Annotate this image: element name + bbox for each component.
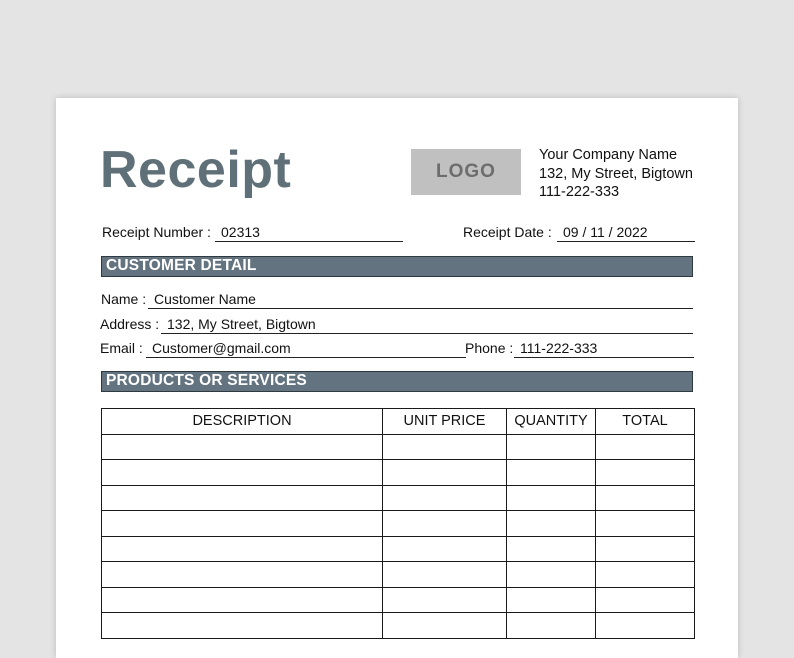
logo-placeholder	[411, 149, 521, 195]
customer-name-value[interactable]: Customer Name	[148, 290, 693, 309]
total-cell[interactable]	[596, 613, 695, 639]
column-header-description: DESCRIPTION	[102, 409, 383, 435]
quantity-cell[interactable]	[507, 562, 596, 588]
receipt-number-value[interactable]: 02313	[215, 223, 403, 242]
unit-price-cell[interactable]	[383, 460, 507, 486]
description-cell[interactable]	[102, 460, 383, 486]
products-services-header: PRODUCTS OR SERVICES	[101, 371, 693, 392]
description-cell[interactable]	[102, 562, 383, 588]
customer-phone-field	[465, 339, 598, 357]
table-row	[102, 485, 695, 511]
customer-email-value[interactable]: Customer@gmail.com	[146, 339, 466, 358]
unit-price-cell[interactable]	[383, 511, 507, 537]
customer-phone-value[interactable]: 111-222-333	[514, 339, 694, 358]
table-row	[102, 434, 695, 460]
description-cell[interactable]	[102, 485, 383, 511]
total-cell[interactable]	[596, 536, 695, 562]
description-cell[interactable]	[102, 613, 383, 639]
customer-email-label: Email :	[100, 340, 143, 356]
receipt-date-value[interactable]: 09 / 11 / 2022	[557, 223, 695, 242]
description-cell[interactable]	[102, 511, 383, 537]
customer-address-field	[100, 315, 316, 333]
table-row	[102, 587, 695, 613]
receipt-number-field	[102, 223, 260, 241]
unit-price-cell[interactable]	[383, 613, 507, 639]
table-row	[102, 536, 695, 562]
unit-price-cell[interactable]	[383, 434, 507, 460]
table-row	[102, 562, 695, 588]
description-cell[interactable]	[102, 587, 383, 613]
total-cell[interactable]	[596, 511, 695, 537]
table-row	[102, 460, 695, 486]
column-header-total: TOTAL	[596, 409, 695, 435]
receipt-number-label: Receipt Number :	[102, 224, 211, 240]
unit-price-cell[interactable]	[383, 587, 507, 613]
column-header-quantity: QUANTITY	[507, 409, 596, 435]
unit-price-cell[interactable]	[383, 536, 507, 562]
description-cell[interactable]	[102, 536, 383, 562]
total-cell[interactable]	[596, 587, 695, 613]
customer-address-value[interactable]: 132, My Street, Bigtown	[161, 315, 693, 334]
column-header-unit-price: UNIT PRICE	[383, 409, 507, 435]
receipt-title: Receipt	[100, 141, 292, 199]
customer-name-label: Name :	[101, 291, 147, 307]
quantity-cell[interactable]	[507, 485, 596, 511]
unit-price-cell[interactable]	[383, 485, 507, 511]
total-cell[interactable]	[596, 562, 695, 588]
quantity-cell[interactable]	[507, 460, 596, 486]
quantity-cell[interactable]	[507, 587, 596, 613]
table-row	[102, 613, 695, 639]
total-cell[interactable]	[596, 485, 695, 511]
customer-detail-header: CUSTOMER DETAIL	[101, 256, 693, 277]
receipt-date-label: Receipt Date :	[463, 224, 552, 240]
unit-price-cell[interactable]	[383, 562, 507, 588]
products-table	[101, 408, 695, 639]
receipt-page	[56, 98, 738, 658]
company-info	[539, 146, 693, 202]
customer-name-field	[101, 290, 256, 308]
logo-text: LOGO	[436, 161, 496, 182]
table-row	[102, 511, 695, 537]
quantity-cell[interactable]	[507, 536, 596, 562]
quantity-cell[interactable]	[507, 613, 596, 639]
quantity-cell[interactable]	[507, 434, 596, 460]
total-cell[interactable]	[596, 434, 695, 460]
customer-phone-label: Phone :	[465, 340, 514, 356]
customer-email-field	[100, 339, 291, 357]
customer-address-label: Address :	[100, 316, 160, 332]
company-phone: 111-222-333	[539, 184, 620, 200]
table-header-row	[102, 409, 695, 435]
company-name: Your Company Name	[539, 147, 678, 163]
total-cell[interactable]	[596, 460, 695, 486]
company-address: 132, My Street, Bigtown	[539, 165, 693, 182]
description-cell[interactable]	[102, 434, 383, 460]
quantity-cell[interactable]	[507, 511, 596, 537]
receipt-date-field	[463, 223, 648, 241]
